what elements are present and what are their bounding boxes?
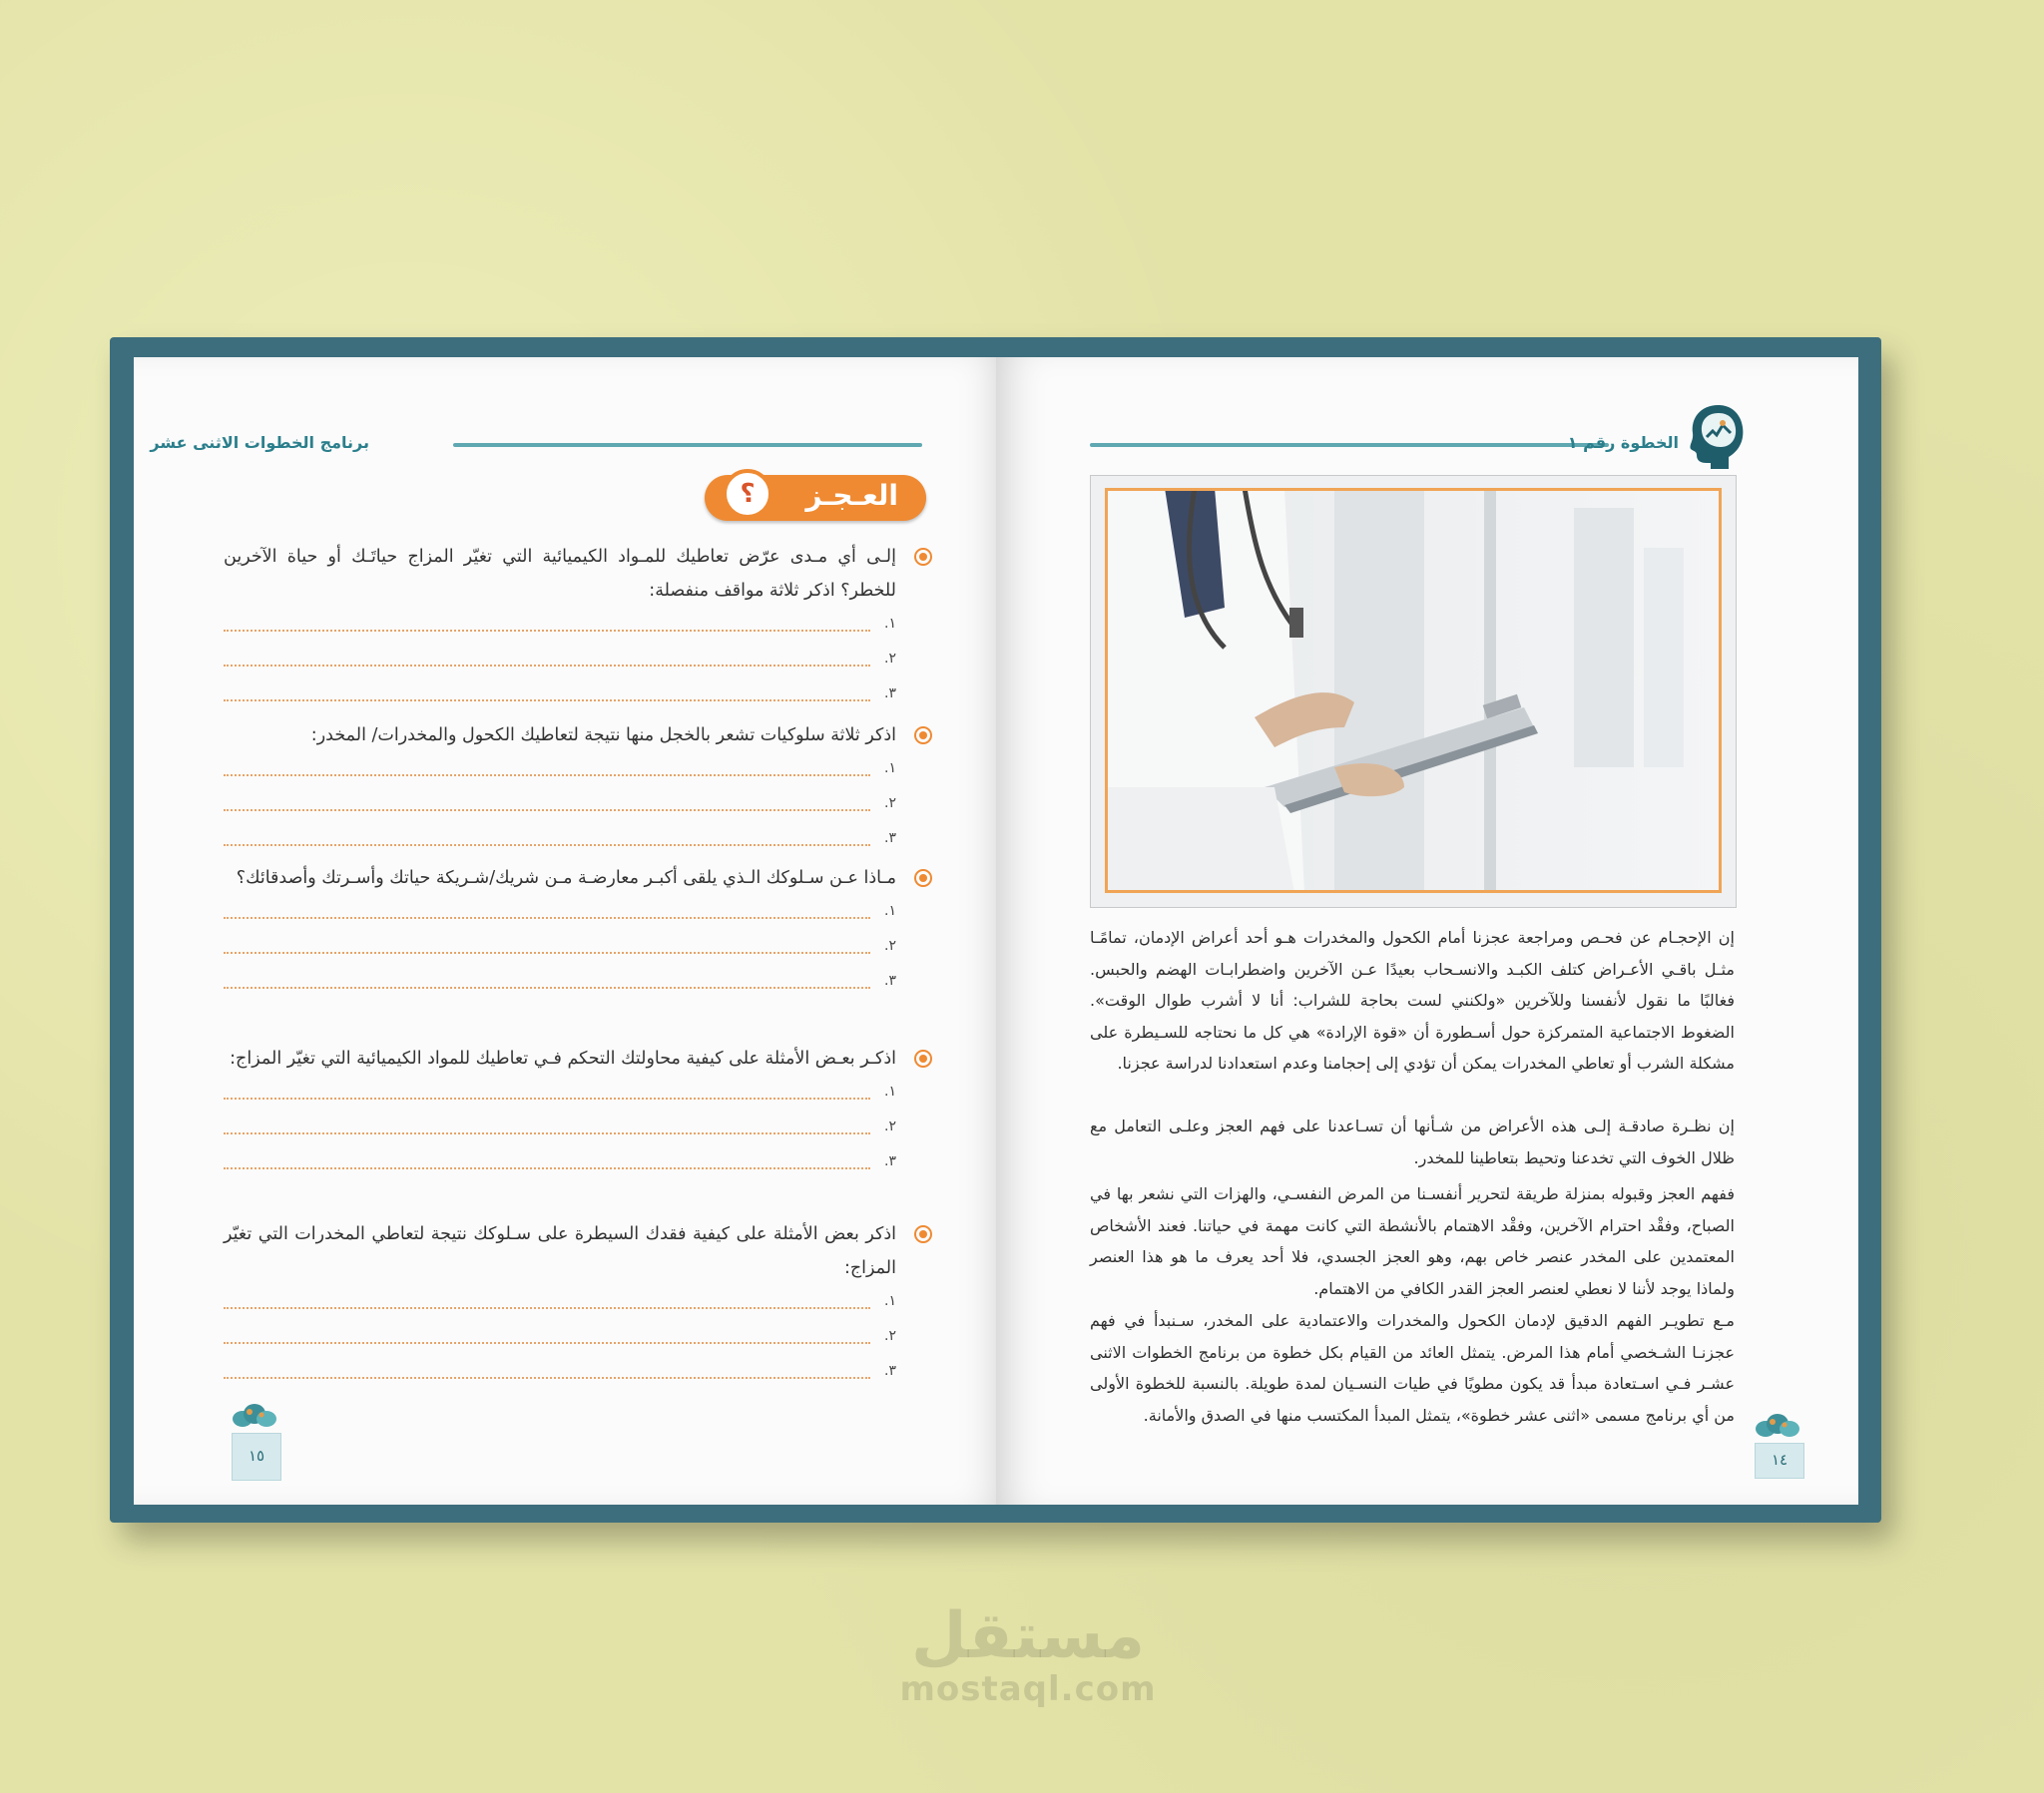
body-paragraph-3: ففهم العجز وقبوله بمنزلة طريقة لتحرير أنفسـنا من المرض النفسـي، والهزات التي نشعر بها في الصباح، وفقْد احترام الآخرين، وفقْد الاهتمام بالأنشطة التي كانت مهمة في حياتنا. فعند الأشخاص المعتمدين على المخدر عنصر خاص بهم، وهو العجز الجسدي، فلا أحد يعرف ما هو هذا العنصر ولماذا يوجد لأننا لا نعطي لعنصر العجز القدر الكافي من الاهتمام. bbox=[1090, 1184, 1735, 1298]
plant-logo-icon bbox=[230, 1401, 279, 1431]
watermark-arabic: مستقل bbox=[910, 1599, 1146, 1673]
question-text bbox=[224, 540, 932, 608]
answer-line[interactable] bbox=[224, 1285, 932, 1320]
dotted-line bbox=[224, 987, 870, 989]
answer-number: ٢. bbox=[884, 938, 896, 954]
answer-number: ٣. bbox=[884, 1363, 896, 1379]
doctor-photo bbox=[1090, 475, 1737, 908]
dotted-line bbox=[224, 809, 870, 811]
right-page bbox=[996, 357, 1858, 1505]
answer-number: ٣. bbox=[884, 1153, 896, 1169]
question-text bbox=[224, 1042, 932, 1076]
answer-number: ١. bbox=[884, 760, 896, 776]
bullet-icon bbox=[914, 1225, 932, 1243]
question-1 bbox=[224, 540, 932, 712]
question-text bbox=[224, 718, 932, 752]
question-2-text: اذكر ثلاثة سلوكيات تشعر بالخجل منها نتيجة لتعاطيك الكحول والمخدرات/ المخدر: bbox=[310, 725, 896, 745]
head-step-logo-icon bbox=[1685, 401, 1751, 471]
body-paragraph-2: إن نظـرة صادقـة إلـى هذه الأعراض من شـأنها أن تسـاعدنا على فهم العجز وعلـى التعامل مع ظلال الخوف التي تخدعنا وتحيط بتعاطينا للمخدر. bbox=[1090, 1117, 1735, 1167]
dotted-line bbox=[224, 1377, 870, 1379]
answer-number: ٣. bbox=[884, 973, 896, 989]
answer-number: ٢. bbox=[884, 1119, 896, 1134]
answer-number: ١. bbox=[884, 1084, 896, 1100]
answer-number: ٢. bbox=[884, 795, 896, 811]
answer-number: ٢. bbox=[884, 651, 896, 667]
question-4-text: اذكـر بعـض الأمثلة على كيفية محاولتك التحكم فـي تعاطيك للمواد الكيميائية التي تغيّر المزاج: bbox=[230, 1049, 896, 1069]
question-3 bbox=[224, 861, 932, 1000]
answer-line[interactable] bbox=[224, 1355, 932, 1390]
bullet-icon bbox=[914, 548, 932, 566]
dotted-line bbox=[224, 665, 870, 667]
question-text bbox=[224, 861, 932, 895]
dotted-line bbox=[224, 1307, 870, 1309]
answer-line[interactable] bbox=[224, 1145, 932, 1180]
plant-logo-icon bbox=[1753, 1411, 1802, 1441]
answer-line[interactable] bbox=[224, 1320, 932, 1355]
answer-line[interactable] bbox=[224, 895, 932, 930]
answer-line[interactable] bbox=[224, 752, 932, 787]
section-badge bbox=[705, 475, 926, 521]
answer-number: ٢. bbox=[884, 1328, 896, 1344]
question-2 bbox=[224, 718, 932, 857]
dotted-line bbox=[224, 917, 870, 919]
question-3-text: مـاذا عـن سـلوكك الـذي يلقى أكبـر معارضـة مـن شريك/شـريكة حياتك وأسـرتك وأصدقائك؟ bbox=[236, 868, 896, 888]
left-page-header bbox=[150, 433, 369, 452]
dotted-line bbox=[224, 1167, 870, 1169]
dotted-line bbox=[224, 844, 870, 846]
answer-line[interactable] bbox=[224, 787, 932, 822]
question-4 bbox=[224, 1042, 932, 1180]
right-page-header bbox=[1568, 433, 1679, 452]
question-5-text: اذكر بعض الأمثلة على كيفية فقدك السيطرة على سـلوكك نتيجة لتعاطي المخدرات التي تغيّر المزاج: bbox=[224, 1224, 896, 1278]
page-number-text: ١٤ bbox=[1771, 1451, 1788, 1469]
answer-number: ٣. bbox=[884, 830, 896, 846]
question-text bbox=[224, 1217, 932, 1285]
page-number bbox=[1755, 1443, 1804, 1479]
bullet-icon bbox=[914, 869, 932, 887]
answer-line[interactable] bbox=[224, 965, 932, 1000]
header-program-title: برنامج الخطوات الاثنى عشر bbox=[150, 433, 369, 452]
dotted-line bbox=[224, 1342, 870, 1344]
open-book bbox=[110, 337, 1881, 1523]
dotted-line bbox=[224, 1132, 870, 1134]
step-label: الخطوة رقم ١ bbox=[1567, 433, 1679, 452]
answer-number: ٣. bbox=[884, 685, 896, 701]
page-number bbox=[232, 1433, 281, 1481]
bullet-icon bbox=[914, 1050, 932, 1068]
dotted-line bbox=[224, 630, 870, 632]
question-mark-icon: ؟ bbox=[723, 469, 772, 519]
answer-line[interactable] bbox=[224, 643, 932, 677]
header-rule bbox=[453, 443, 922, 447]
answer-number: ١. bbox=[884, 616, 896, 632]
answer-line[interactable] bbox=[224, 608, 932, 643]
answer-number: ١. bbox=[884, 903, 896, 919]
answer-line[interactable] bbox=[224, 677, 932, 712]
bullet-icon bbox=[914, 726, 932, 744]
dotted-line bbox=[224, 952, 870, 954]
answer-line[interactable] bbox=[224, 1076, 932, 1111]
page-number-text: ١٥ bbox=[248, 1447, 265, 1465]
dotted-line bbox=[224, 699, 870, 701]
left-page bbox=[134, 357, 1008, 1505]
body-paragraph-1: إن الإحجـام عن فحـص ومراجعة عجزنا أمام الكحول والمخدرات هـو أحد أعراض الإدمان، تمامًـا مثـل باقـي الأعـراض كتلف الكبـد والانسـحاب بعيدًا عـن الآخرين واضطرابـات الهضم والحبس. فغالبًا ما نقول لأنفسنا وللآخرين «ولكنني لست بحاجة للشراب: أنا لا أشرب طوال الوقت». الضغوط الاجتماعية المتمركزة حول أسـطورة أن «قوة الإرادة» هي كل ما نحتاجه للسـيطرة على مشكلة الشرب أو تعاطي المخدرات يمكن أن تؤدي إلى إحجامنا وعدم استعدادنا لدراسة عجزنا. bbox=[1090, 928, 1735, 1073]
question-5 bbox=[224, 1217, 932, 1390]
dotted-line bbox=[224, 774, 870, 776]
dotted-line bbox=[224, 1098, 870, 1100]
answer-line[interactable] bbox=[224, 930, 932, 965]
watermark bbox=[878, 1601, 1178, 1707]
header-rule bbox=[1090, 443, 1609, 447]
photo-orange-frame bbox=[1105, 488, 1722, 893]
body-paragraph-4: مـع تطويـر الفهم الدقيق لإدمان الكحول والمخدرات والاعتمادية على المخدر، سـنبدأ في فهم عجزنـا الشـخصي أمام هذا المرض. يتمثل العائد من القيام بكل خطوة من برنامج الخطوات الاثنى عشـر فـي اسـتعادة مبدأ قد يكون مطويًا في طيات النسـيان لمدة طويلة. بالنسبة للخطوة الأولى من أي برنامج مسمى «اثنى عشر خطوة»، يتمثل المبدأ المكتسب منها في الصدق والأمانة. bbox=[1090, 1311, 1735, 1425]
section-title: العـجـز bbox=[805, 479, 898, 512]
watermark-latin: mostaql.com bbox=[899, 1669, 1157, 1709]
answer-line[interactable] bbox=[224, 1111, 932, 1145]
answer-line[interactable] bbox=[224, 822, 932, 857]
answer-number: ١. bbox=[884, 1293, 896, 1309]
question-1-text: إلـى أي مـدى عرّض تعاطيك للمـواد الكيميائية التي تغيّر المزاج حياتَـك أو حياة الآخرين للخطر؟ اذكر ثلاثة مواقف منفصلة: bbox=[224, 547, 896, 601]
